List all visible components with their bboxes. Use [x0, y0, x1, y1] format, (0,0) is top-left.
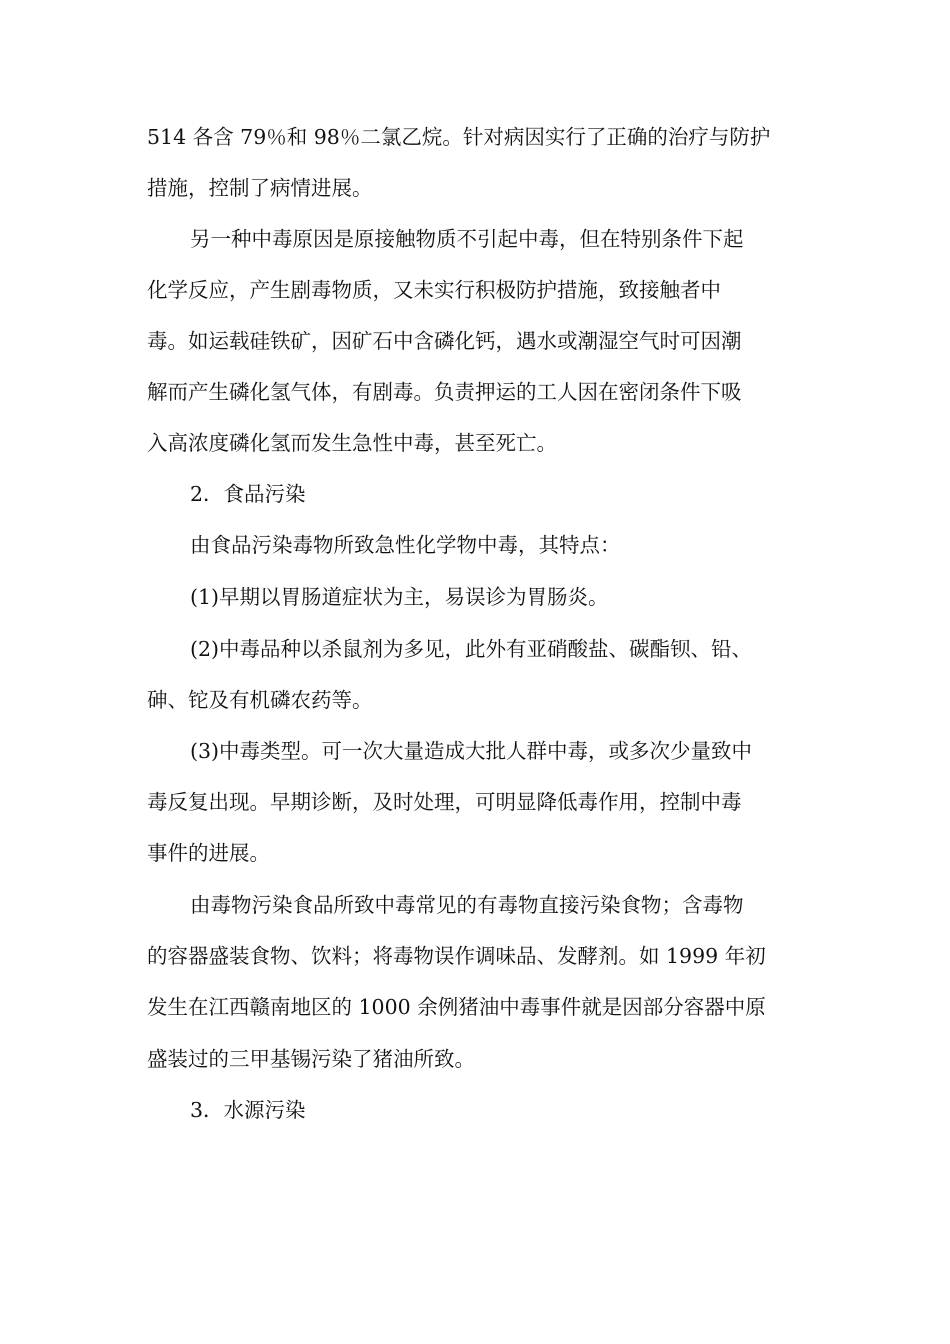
section-heading: 2．食品污染 [190, 482, 306, 506]
text-line: 毒反复出现。早期诊断，及时处理，可明显降低毒作用，控制中毒 [147, 790, 742, 814]
text-line: 发生在江西赣南地区的 1000 余例猪油中毒事件就是因部分容器中原 [147, 995, 766, 1019]
paragraph-start: 由食品污染毒物所致急性化学物中毒，其特点： [190, 533, 621, 557]
text-line: 的容器盛装食物、饮料；将毒物误作调味品、发酵剂。如 1999 年初 [147, 944, 766, 968]
text-line: 化学反应，产生剧毒物质，又未实行积极防护措施，致接触者中 [147, 278, 721, 302]
list-item: (1)早期以胃肠道症状为主，易误诊为胃肠炎。 [190, 585, 609, 609]
section-heading: 3．水源污染 [190, 1098, 306, 1122]
list-item: (2)中毒品种以杀鼠剂为多见，此外有亚硝酸盐、碳酯钡、铅、 [190, 637, 753, 661]
text-line: 盛装过的三甲基锡污染了猪油所致。 [147, 1047, 475, 1071]
text-line: 措施，控制了病情进展。 [147, 176, 373, 200]
text-line: 毒。如运载硅铁矿，因矿石中含磷化钙，遇水或潮湿空气时可因潮 [147, 329, 742, 353]
text-line: 入高浓度磷化氢而发生急性中毒，甚至死亡。 [147, 431, 557, 455]
paragraph-start: 另一种中毒原因是原接触物质不引起中毒，但在特别条件下起 [190, 227, 744, 251]
paragraph-start: 由毒物污染食品所致中毒常见的有毒物直接污染食物；含毒物 [190, 893, 744, 917]
list-item: (3)中毒类型。可一次大量造成大批人群中毒，或多次少量致中 [190, 739, 753, 763]
text-line: 514 各含 79％和 98％二氯乙烷。针对病因实行了正确的治疗与防护 [147, 125, 771, 149]
text-line: 解而产生磷化氢气体，有剧毒。负责押运的工人因在密闭条件下吸 [147, 380, 742, 404]
text-line: 砷、铊及有机磷农药等。 [147, 688, 373, 712]
text-line: 事件的进展。 [147, 841, 270, 865]
